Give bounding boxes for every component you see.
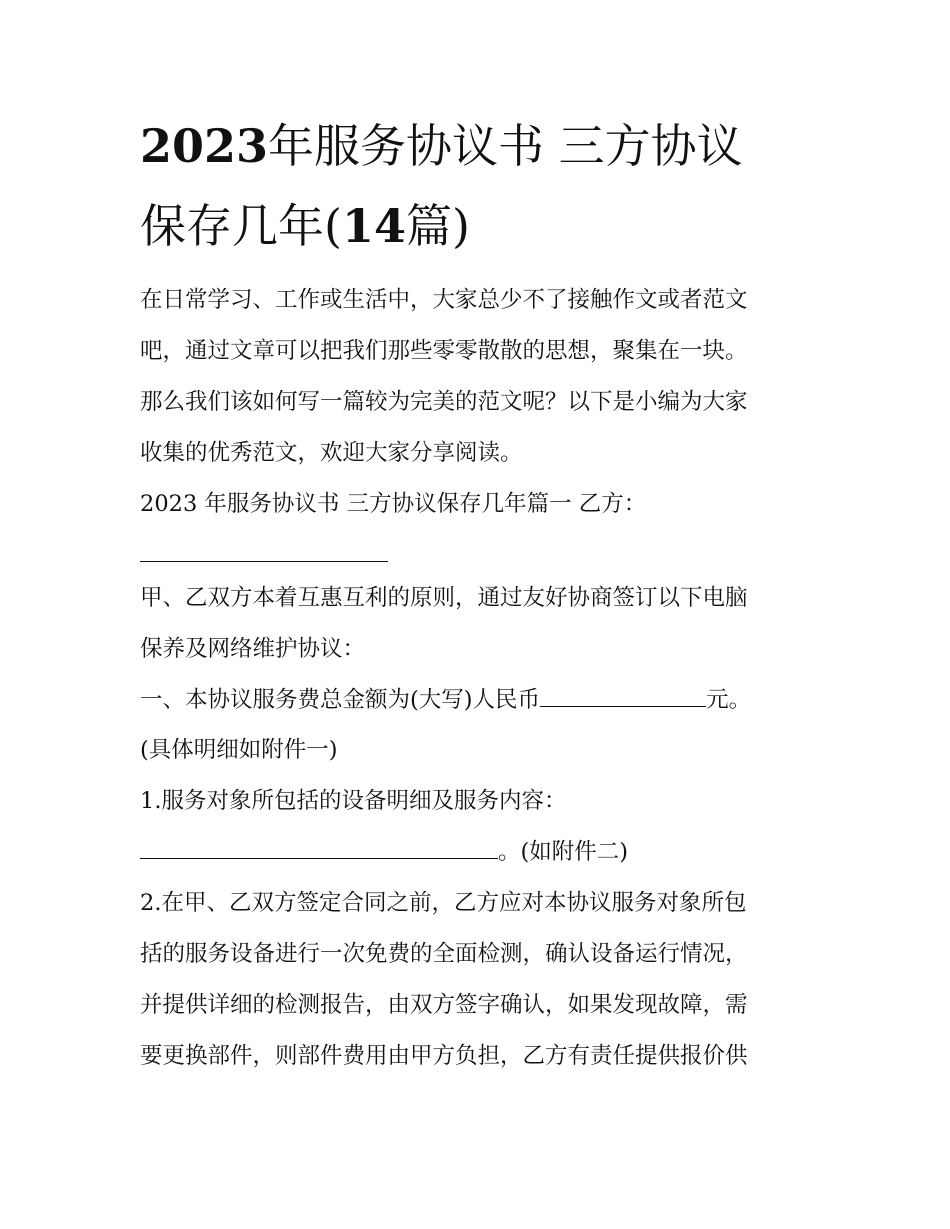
fill-in-blank [140, 543, 388, 562]
paragraph-line: 保养及网络维护协议： [140, 636, 366, 662]
paragraph-line: 1.服务对象所包括的设备明细及服务内容： [140, 788, 567, 814]
paragraph-line: 2.在甲、乙双方签定合同之前，乙方应对本协议服务对象所包 [140, 890, 747, 916]
blank-line [140, 540, 388, 570]
title-text-2: 保存几年( [140, 199, 342, 253]
title-text-2-tail: 篇) [405, 199, 470, 253]
amount-blank [540, 688, 706, 707]
paragraph-line: 括的服务设备进行一次免费的全面检测，确认设备运行情况， [140, 941, 748, 967]
amount-unit: 元。 [706, 687, 752, 713]
document-title-line-1 [140, 118, 743, 174]
paragraph-line: 并提供详细的检测报告，由双方签字确认，如果发现故障，需 [140, 992, 748, 1018]
paragraph-line: 甲、乙双方本着互惠互利的原则，通过友好协商签订以下电脑 [140, 585, 748, 611]
attachment-line [140, 837, 628, 867]
attachment-note: 。(如附件二) [498, 839, 629, 865]
service-content-blank [140, 840, 498, 859]
paragraph-line: 那么我们该如何写一篇较为完美的范文呢？以下是小编为大家 [140, 389, 748, 415]
title-count: 14 [341, 199, 406, 253]
paragraph-line: (具体明细如附件一) [140, 737, 338, 763]
amount-line [140, 685, 751, 715]
paragraph-line: 在日常学习、工作或生活中，大家总少不了接触作文或者范文 [140, 287, 748, 313]
section-heading-line: 2023 年服务协议书 三方协议保存几年篇一 乙方： [140, 491, 647, 517]
paragraph-line: 要更换部件，则部件费用由甲方负担，乙方有责任提供报价供 [140, 1043, 748, 1069]
paragraph-line: 吧，通过文章可以把我们那些零零散散的思想，聚集在一块。 [140, 338, 748, 364]
document-page [140, 0, 820, 1229]
amount-label: 一、本协议服务费总金额为(大写)人民币 [140, 687, 541, 713]
title-year: 2023 [140, 119, 269, 173]
title-text-1: 年服务协议书 三方协议 [268, 119, 743, 173]
paragraph-line: 收集的优秀范文，欢迎大家分享阅读。 [140, 440, 523, 466]
document-title-line-2 [140, 198, 470, 254]
